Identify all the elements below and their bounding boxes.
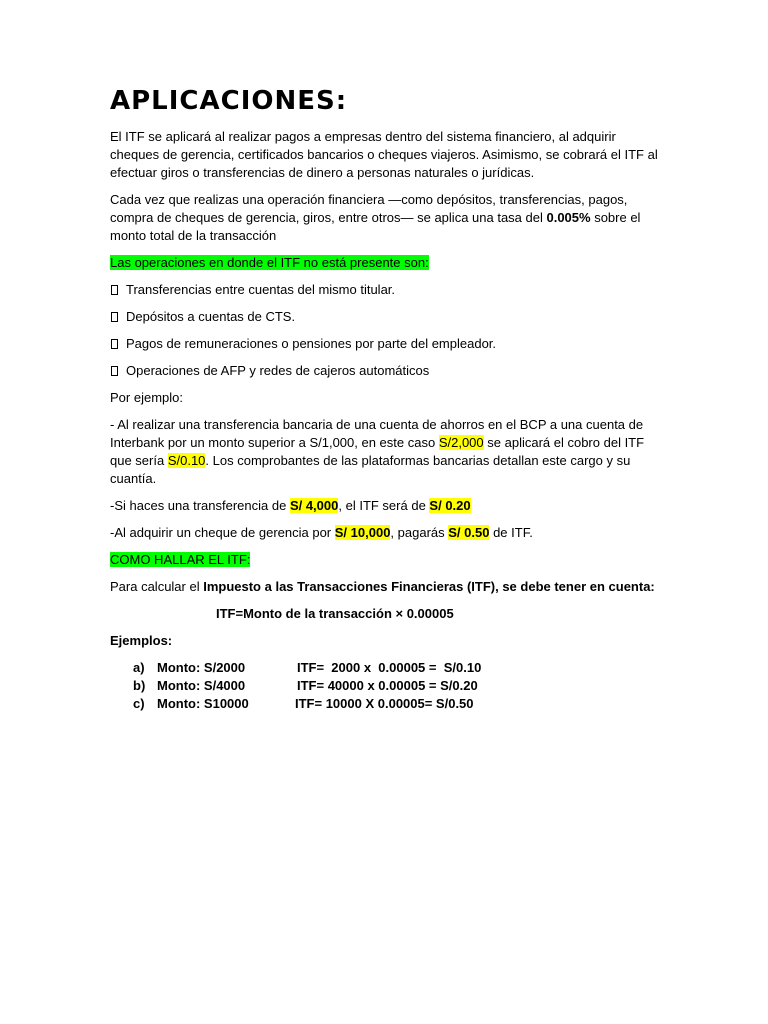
missing-glyph-box-icon <box>111 339 118 349</box>
transfer-example-paragraph <box>110 497 660 515</box>
rate-paragraph <box>110 191 660 245</box>
example-item <box>110 677 660 695</box>
example-item <box>110 695 660 713</box>
exemption-text: Operaciones de AFP y redes de cajeros automáticos <box>126 363 430 378</box>
missing-glyph-box-icon <box>111 285 118 295</box>
example-intro: Por ejemplo: <box>110 390 183 405</box>
transfer-example-part1: -Si haces una transferencia de <box>110 498 290 513</box>
bank-example-paragraph <box>110 416 660 488</box>
calc-text-before: Para calcular el <box>110 579 204 594</box>
exemption-text: Pagos de remuneraciones o pensiones por parte del empleador. <box>126 336 497 351</box>
bank-example-part3: . Los comprobantes de las plataformas bancarias detallan este cargo y su cuantía. <box>110 453 631 486</box>
itf-formula: ITF=Monto de la transacción × 0.00005 <box>216 606 454 621</box>
exemption-text: Transferencias entre cuentas del mismo titular. <box>126 282 396 297</box>
example-monto: Monto: S/2000 <box>157 660 246 675</box>
example-item <box>110 659 660 677</box>
exemptions-heading: Las operaciones en donde el ITF no está presente son: <box>110 255 429 270</box>
bank-example-part2: se aplicará el cobro del ITF que sería <box>110 435 645 468</box>
rate-value: 0.005% <box>546 210 591 225</box>
rate-text-after: sobre el monto total de la transacción <box>110 210 641 243</box>
cheque-example-amount: S/ 10,000 <box>334 525 391 540</box>
cheque-example-part1: -Al adquirir un cheque de gerencia por <box>110 525 335 540</box>
transfer-example-itf: S/ 0.20 <box>429 498 471 513</box>
rate-text-before: Cada vez que realizas una operación financiera —como depósitos, transferencias, pagos, compra de cheques de gerencia, giros, entre otros— se aplica una tasa del <box>110 192 628 225</box>
transfer-example-part2: , el ITF será de <box>338 498 430 513</box>
examples-label-text: Ejemplos: <box>110 633 173 648</box>
exemption-item <box>110 362 660 380</box>
exemption-text: Depósitos a cuentas de CTS. <box>126 309 296 324</box>
transfer-example-amount: S/ 4,000 <box>289 498 339 513</box>
calc-paragraph <box>110 578 660 596</box>
exemptions-heading-paragraph <box>110 254 660 272</box>
example-letter: b) <box>133 678 146 693</box>
how-heading: COMO HALLAR EL ITF: <box>110 552 251 567</box>
exemption-item <box>110 335 660 353</box>
how-heading-paragraph <box>110 551 660 569</box>
exemption-item <box>110 281 660 299</box>
examples-list <box>110 659 660 713</box>
example-letter: a) <box>133 660 145 675</box>
intro-paragraph: El ITF se aplicará al realizar pagos a empresas dentro del sistema financiero, al adquirir cheques de gerencia, certificados bancarios o cheques viajeros. Asimismo, se cobrará el ITF al efectuar giros o transferencias de dinero a personas naturales o jurídicas. <box>110 129 658 180</box>
document-content <box>110 84 660 713</box>
example-calc: ITF= 2000 x 0.00005 = S/0.10 <box>297 660 482 675</box>
missing-glyph-box-icon <box>111 312 118 322</box>
example-calc: ITF= 10000 X 0.00005= S/0.50 <box>295 696 474 711</box>
cheque-example-itf: S/ 0.50 <box>448 525 490 540</box>
example-monto: Monto: S10000 <box>157 696 249 711</box>
page-title: APLICACIONES: <box>110 86 348 116</box>
cheque-example-paragraph <box>110 524 660 542</box>
exemption-item <box>110 308 660 326</box>
missing-glyph-box-icon <box>111 366 118 376</box>
example-monto: Monto: S/4000 <box>157 678 246 693</box>
bank-example-amount: S/2,000 <box>438 435 484 450</box>
example-calc: ITF= 40000 x 0.00005 = S/0.20 <box>297 678 478 693</box>
cheque-example-part2: , pagarás <box>390 525 449 540</box>
calc-text-bold: Impuesto a las Transacciones Financieras (ITF), se debe tener en cuenta: <box>203 579 655 594</box>
bank-example-part1: - Al realizar una transferencia bancaria de una cuenta de ahorros en el BCP a una cuenta de Interbank por un monto superior a S/1,000, en este caso <box>110 417 644 450</box>
bank-example-itf: S/0.10 <box>167 453 206 468</box>
cheque-example-part3: de ITF. <box>489 525 533 540</box>
example-letter: c) <box>133 696 145 711</box>
examples-label <box>110 632 660 650</box>
